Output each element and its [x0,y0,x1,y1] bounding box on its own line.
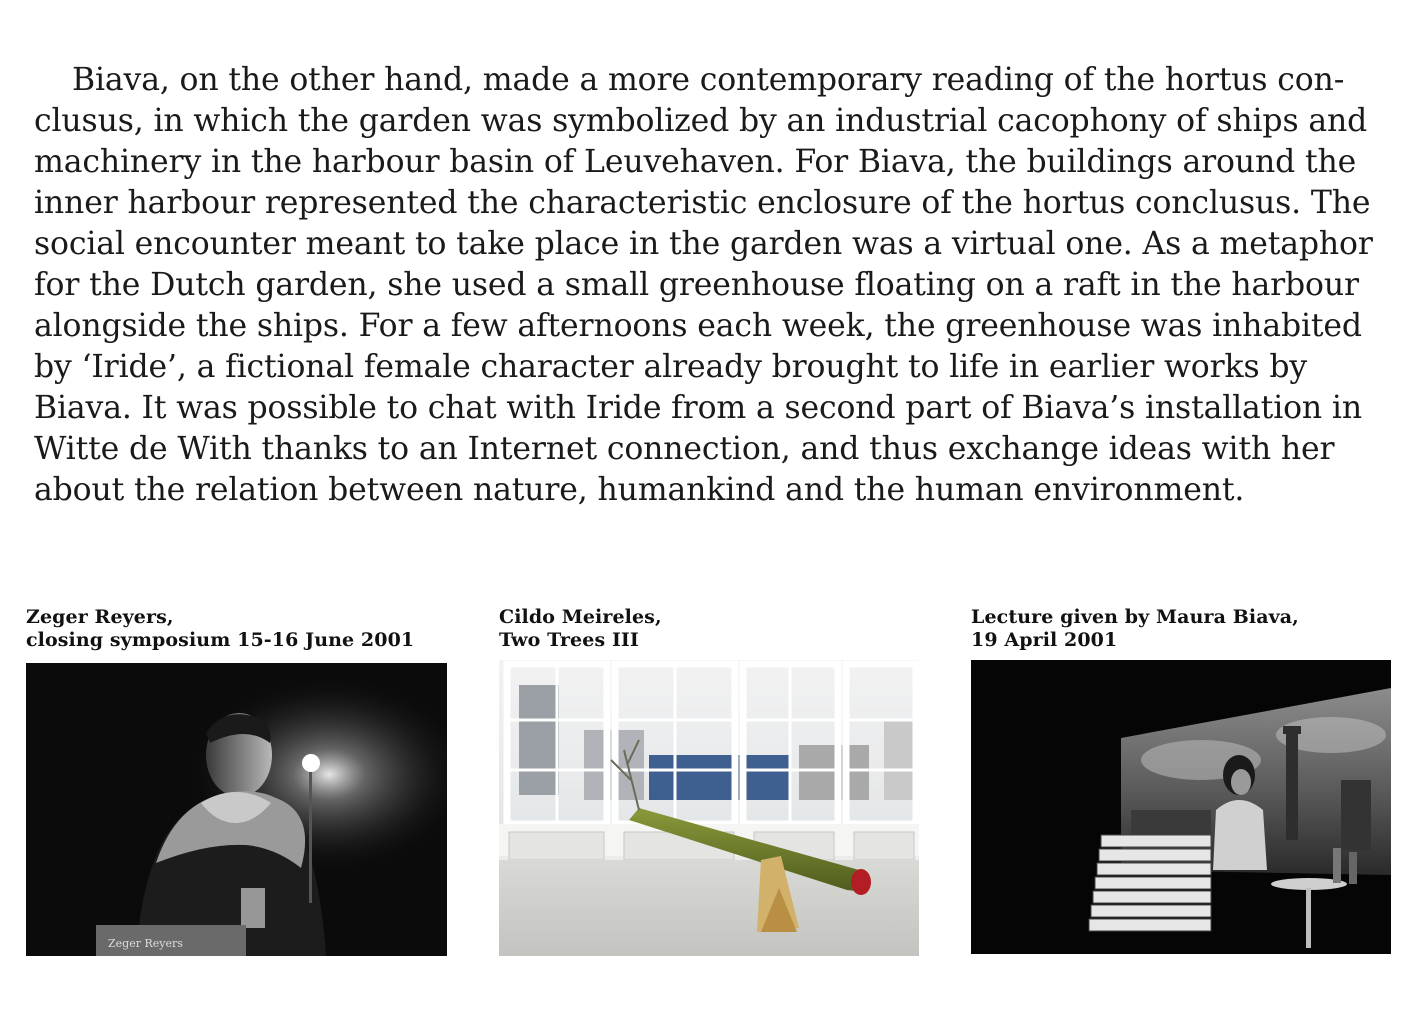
caption-line-2: closing symposium 15-16 June 2001 [26,629,415,651]
article-line: Biava. It was possible to chat with Iride from a second part of Biava’s installation in [34,390,1362,426]
article-line: Biava, on the other hand, made a more contemporary reading of the hortus con- [72,62,1345,98]
figure-zeger-reyers [26,606,414,652]
article-line: alongside the ships. For a few afternoons each week, the greenhouse was inhabited [34,308,1362,344]
figure-caption [971,606,1299,652]
caption-line-1: Zeger Reyers, [26,606,174,628]
name-card-text: Zeger Reyers [108,937,183,950]
caption-line-2: Two Trees III [499,629,639,651]
figure-maura-biava-lecture [971,606,1299,652]
article-line: inner harbour represented the characteristic enclosure of the hortus conclusus. The [34,185,1371,221]
caption-line-2: 19 April 2001 [971,629,1118,651]
article-line: Witte de With thanks to an Internet connection, and thus exchange ideas with her [34,431,1335,467]
caption-line-1: Lecture given by Maura Biava, [971,606,1299,628]
photo-lecture [971,660,1391,954]
figure-caption [26,606,414,652]
article-line: machinery in the harbour basin of Leuvehaven. For Biava, the buildings around the [34,144,1357,180]
article-line: social encounter meant to take place in the garden was a virtual one. As a metaphor [34,226,1373,262]
article-body [34,60,1374,511]
article-line: clusus, in which the garden was symbolized by an industrial cacophony of ships and [34,103,1368,139]
figure-cildo-meireles [499,606,662,652]
photo-two-trees [499,660,919,956]
caption-line-1: Cildo Meireles, [499,606,662,628]
photo-lecture-image [971,660,1391,954]
article-line: for the Dutch garden, she used a small greenhouse floating on a raft in the harbour [34,267,1359,303]
article-line: by ‘Iride’, a fictional female character already brought to life in earlier works by [34,349,1307,385]
photo-zeger-reyers-image [26,663,447,956]
photo-two-trees-image [499,660,919,956]
photo-zeger-reyers [26,663,447,956]
article-line: about the relation between nature, humankind and the human environment. [34,472,1245,508]
figure-caption [499,606,662,652]
